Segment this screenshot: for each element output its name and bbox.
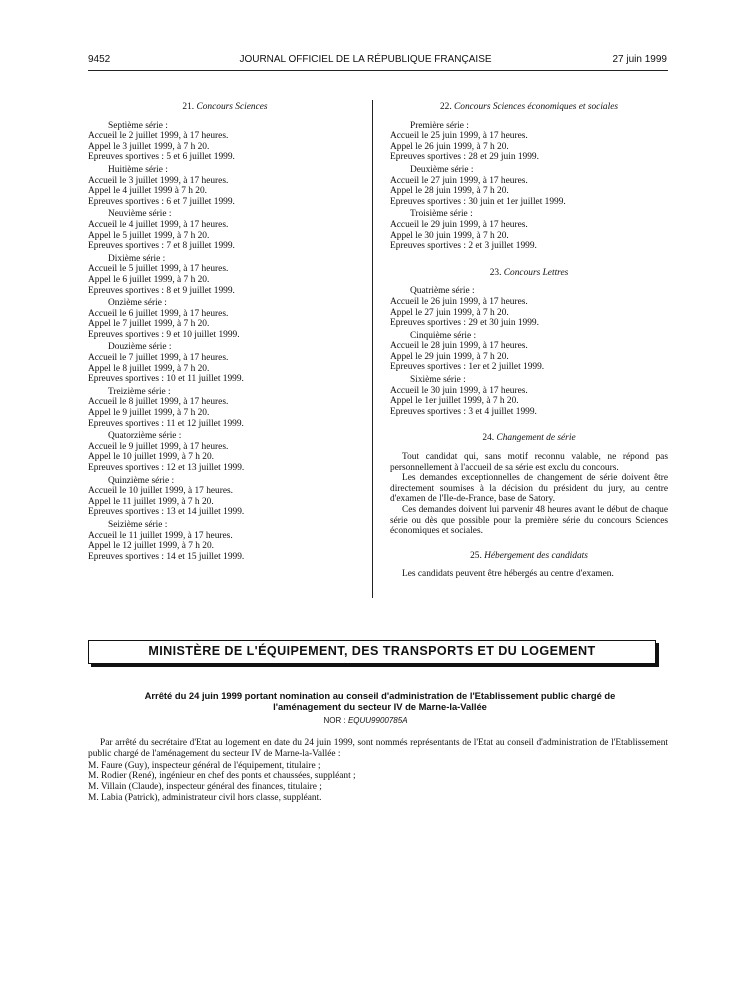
member-line: M. Labia (Patrick), administrateur civil hors classe, suppléant. — [88, 792, 322, 803]
series-block — [390, 121, 668, 163]
series-name: Troisième série : — [410, 209, 473, 220]
series-line: Epreuves sportives : 7 et 8 juillet 1999. — [88, 241, 235, 252]
series-line: Epreuves sportives : 2 et 3 juillet 1999. — [390, 241, 537, 252]
series-line: Appel le 6 juillet 1999, à 7 h 20. — [88, 274, 210, 285]
series-name: Dixième série : — [108, 253, 166, 264]
series-line: Accueil le 27 juin 1999, à 17 heures. — [390, 175, 528, 186]
series-block — [88, 431, 362, 473]
series-line: Appel le 1er juillet 1999, à 7 h 20. — [390, 396, 519, 407]
series-line: Appel le 28 juin 1999, à 7 h 20. — [390, 186, 509, 197]
series-block — [88, 121, 362, 163]
series-line: Epreuves sportives : 10 et 11 juillet 1999. — [88, 374, 244, 385]
nor-code: EQUU9900785A — [347, 716, 408, 725]
series-line: Epreuves sportives : 6 et 7 juillet 1999. — [88, 196, 235, 207]
section-number: 25. — [470, 550, 482, 561]
section-number: 21. — [182, 102, 195, 112]
series-line: Accueil le 25 juin 1999, à 17 heures. — [390, 131, 528, 142]
series-name: Seizième série : — [108, 519, 168, 530]
section-title-24 — [390, 433, 668, 444]
series-name: Septième série : — [108, 120, 168, 131]
series-line: Epreuves sportives : 28 et 29 juin 1999. — [390, 152, 539, 163]
series-name: Douzième série : — [108, 342, 172, 353]
series-name: Deuxième série : — [410, 164, 474, 175]
section-number: 22. — [439, 102, 452, 112]
series-name: Cinquième série : — [410, 330, 477, 341]
paragraph-list — [390, 452, 668, 537]
nor-label: NOR : — [323, 716, 346, 725]
series-name: Quinzième série : — [108, 475, 175, 486]
series-line: Epreuves sportives : 8 et 9 juillet 1999. — [88, 285, 235, 296]
series-name: Treizième série : — [108, 386, 171, 397]
series-line: Appel le 3 juillet 1999, à 7 h 20. — [88, 141, 210, 152]
series-line: Appel le 7 juillet 1999, à 7 h 20. — [88, 319, 210, 330]
series-line: Accueil le 30 juin 1999, à 17 heures. — [390, 385, 528, 396]
section-title-text: Concours Sciences économiques et sociales — [454, 102, 619, 112]
series-line: Accueil le 6 juillet 1999, à 17 heures. — [88, 308, 229, 319]
series-line: Accueil le 26 juin 1999, à 17 heures. — [390, 296, 528, 307]
series-line: Appel le 12 juillet 1999, à 7 h 20. — [88, 541, 215, 552]
arrete-body — [88, 738, 668, 804]
series-line: Epreuves sportives : 3 et 4 juillet 1999. — [390, 406, 537, 417]
nor-reference — [0, 716, 731, 725]
series-name: Quatrième série : — [410, 286, 475, 297]
column-divider — [372, 100, 373, 598]
series-line: Accueil le 11 juillet 1999, à 17 heures. — [88, 530, 233, 541]
series-name: Onzième série : — [108, 298, 167, 309]
paragraph: Les demandes exceptionnelles de changement de série doivent être directement soumises à la décision du président du jury, au centre d'examen de l'Ile-de-France, base de Satory. — [390, 473, 668, 505]
series-line: Appel le 29 juin 1999, à 7 h 20. — [390, 351, 509, 362]
series-block — [88, 254, 362, 296]
series-line: Appel le 10 juillet 1999, à 7 h 20. — [88, 452, 215, 463]
paragraph: Tout candidat qui, sans motif reconnu valable, ne répond pas personnellement à l'accueil de sa série est exclu du concours. — [390, 452, 668, 473]
member-list — [88, 761, 668, 804]
series-line: Epreuves sportives : 5 et 6 juillet 1999. — [88, 152, 235, 163]
series-line: Accueil le 5 juillet 1999, à 17 heures. — [88, 264, 229, 275]
series-line: Accueil le 7 juillet 1999, à 17 heures. — [88, 353, 229, 364]
series-line: Accueil le 10 juillet 1999, à 17 heures. — [88, 486, 234, 497]
section-title-text: Concours Sciences — [196, 102, 268, 112]
section-title-text: Changement de série — [496, 433, 576, 444]
series-line: Epreuves sportives : 13 et 14 juillet 1999. — [88, 507, 245, 518]
series-line: Accueil le 3 juillet 1999, à 17 heures. — [88, 175, 229, 186]
series-line: Epreuves sportives : 11 et 12 juillet 1999. — [88, 418, 244, 429]
series-line: Appel le 5 juillet 1999, à 7 h 20. — [88, 230, 210, 241]
series-name: Quatorzième série : — [108, 431, 182, 442]
series-line: Appel le 27 juin 1999, à 7 h 20. — [390, 307, 509, 318]
series-block — [88, 342, 362, 384]
series-list — [88, 121, 362, 563]
series-line: Accueil le 29 juin 1999, à 17 heures. — [390, 219, 528, 230]
section-number: 24. — [482, 433, 495, 444]
arrete-title: Arrêté du 24 juin 1999 portant nomination au conseil d'administration de l'Etablissement public chargé de l'aménagement du secteur IV de Marne-la-Vallée — [144, 690, 616, 712]
series-line: Accueil le 9 juillet 1999, à 17 heures. — [88, 441, 229, 452]
member-line: M. Rodier (René), ingénieur en chef des ponts et chaussées, suppléant ; — [88, 771, 356, 782]
paragraph: Les candidats peuvent être hébergés au centre d'examen. — [402, 569, 614, 580]
series-line: Epreuves sportives : 1er et 2 juillet 1999. — [390, 362, 545, 373]
series-block — [390, 331, 668, 373]
series-name: Huitième série : — [108, 164, 168, 175]
series-block — [88, 387, 362, 429]
series-line: Epreuves sportives : 9 et 10 juillet 1999. — [88, 329, 240, 340]
header-rule — [88, 70, 668, 71]
series-block — [88, 476, 362, 518]
series-line: Epreuves sportives : 14 et 15 juillet 1999. — [88, 551, 245, 562]
member-line: M. Villain (Claude), inspecteur général des finances, titulaire ; — [88, 782, 322, 793]
paragraph-list — [390, 569, 668, 580]
section-title-text: Hébergement des candidats — [484, 550, 588, 561]
section-number: 23. — [489, 267, 502, 278]
series-block — [88, 165, 362, 207]
journal-title: JOURNAL OFFICIEL DE LA RÉPUBLIQUE FRANÇAISE — [239, 54, 492, 65]
series-block — [390, 286, 668, 328]
series-line: Accueil le 2 juillet 1999, à 17 heures. — [88, 131, 229, 142]
series-line: Appel le 30 juin 1999, à 7 h 20. — [390, 230, 509, 241]
member-line: M. Faure (Guy), inspecteur général de l'équipement, titulaire ; — [88, 760, 321, 771]
series-line: Appel le 8 juillet 1999, à 7 h 20. — [88, 363, 210, 374]
series-name: Sixième série : — [410, 375, 466, 386]
series-list — [390, 286, 668, 417]
series-line: Accueil le 8 juillet 1999, à 17 heures. — [88, 397, 229, 408]
series-name: Première série : — [410, 120, 469, 131]
left-column — [88, 102, 362, 564]
right-column — [390, 102, 668, 580]
section-title-21 — [88, 102, 362, 113]
series-line: Appel le 9 juillet 1999, à 7 h 20. — [88, 408, 210, 419]
series-line: Appel le 26 juin 1999, à 7 h 20. — [390, 141, 509, 152]
section-title-22 — [390, 102, 668, 113]
issue-date: 27 juin 1999 — [612, 54, 667, 65]
series-line: Accueil le 4 juillet 1999, à 17 heures. — [88, 219, 229, 230]
section-title-23 — [390, 268, 668, 279]
paragraph: Ces demandes doivent lui parvenir 48 heures avant le début de chaque série ou dès que possible pour la première série du concours Sciences économiques et sociales. — [390, 505, 668, 537]
section-title-25 — [390, 551, 668, 562]
series-block — [88, 209, 362, 251]
series-block — [88, 520, 362, 562]
series-block — [390, 209, 668, 251]
series-line: Epreuves sportives : 12 et 13 juillet 1999. — [88, 463, 245, 473]
series-list — [390, 121, 668, 252]
series-line: Appel le 11 juillet 1999, à 7 h 20. — [88, 496, 214, 507]
series-line: Appel le 4 juillet 1999 à 7 h 20. — [88, 186, 207, 197]
series-line: Epreuves sportives : 29 et 30 juin 1999. — [390, 318, 539, 329]
series-name: Neuvième série : — [108, 209, 172, 220]
series-block — [390, 165, 668, 207]
section-title-text: Concours Lettres — [503, 267, 569, 278]
arrete-intro: Par arrêté du secrétaire d'Etat au logement en date du 24 juin 1999, sont nommés représentants de l'Etat au conseil d'administration de l'Etablissement public chargé de l'aménagement du secteur IV de Marne-la-Vallée : — [88, 738, 668, 759]
series-line: Accueil le 28 juin 1999, à 17 heures. — [390, 341, 528, 352]
series-block — [390, 375, 668, 417]
series-line: Epreuves sportives : 30 juin et 1er juillet 1999. — [390, 196, 566, 207]
page-number: 9452 — [88, 54, 111, 65]
series-block — [88, 298, 362, 340]
ministry-heading: MINISTÈRE DE L'ÉQUIPEMENT, DES TRANSPORTS ET DU LOGEMENT — [88, 640, 656, 664]
